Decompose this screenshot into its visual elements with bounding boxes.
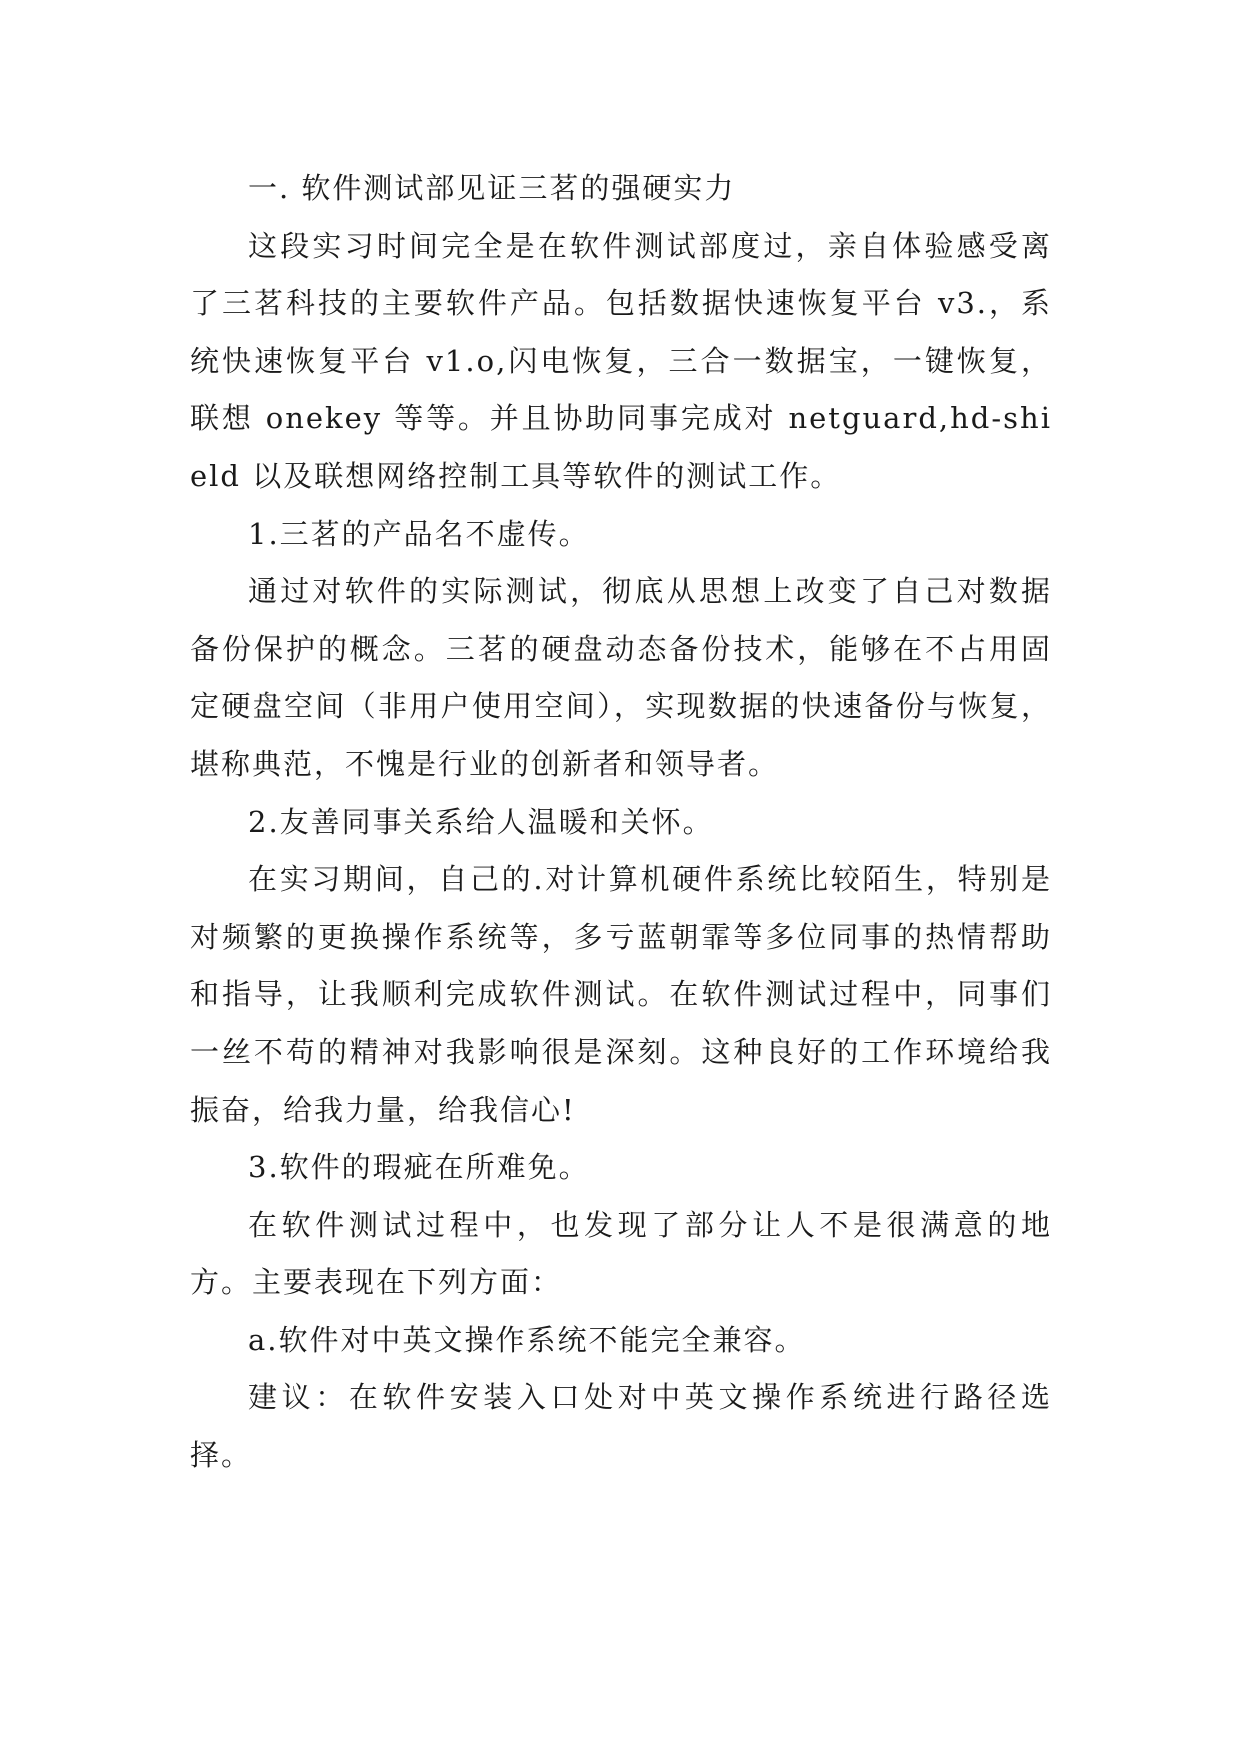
paragraph-flaws: 在软件测试过程中，也发现了部分让人不是很满意的地方。主要表现在下列方面： [190,1207,1052,1300]
subheading-3: 3.软件的瑕疵在所难免。 [248,1150,590,1185]
section-heading: 一. 软件测试部见证三茗的强硬实力 [248,171,736,205]
paragraph-backup: 通过对软件的实际测试，彻底从思想上改变了自己对数据备份保护的概念。三茗的硬盘动态备份技术，能够在不占用固定硬盘空间（非用户使用空间），实现数据的快速备份与恢复，堪称典范，不愧是行业的创新者和领导者。 [190,574,1052,781]
paragraph-suggestion: 建议：在软件安装入口处对中英文操作系统进行路径选择。 [190,1380,1052,1473]
document-body [190,160,1052,1485]
list-item-a: a.软件对中英文操作系统不能完全兼容。 [248,1322,806,1357]
paragraph-intro: 这段实习时间完全是在软件测试部度过，亲自体验感受离了三茗科技的主要软件产品。包括数据快速恢复平台 v3.，系统快速恢复平台 v1.o,闪电恢复，三合一数据宝，一键恢复，联想 onekey 等等。并且协助同事完成对 netguard,hd-shield 以及联想网络控制工具等软件的测试工作。 [190,228,1052,493]
paragraph-colleagues: 在实习期间，自己的.对计算机硬件系统比较陌生，特别是对频繁的更换操作系统等，多亏蓝朝霏等多位同事的热情帮助和指导，让我顺利完成软件测试。在软件测试过程中，同事们一丝不苟的精神对我影响很是深刻。这种良好的工作环境给我振奋，给我力量，给我信心! [190,862,1052,1127]
subheading-1: 1.三茗的产品名不虚传。 [248,516,590,551]
subheading-2: 2.友善同事关系给人温暖和关怀。 [248,804,714,839]
